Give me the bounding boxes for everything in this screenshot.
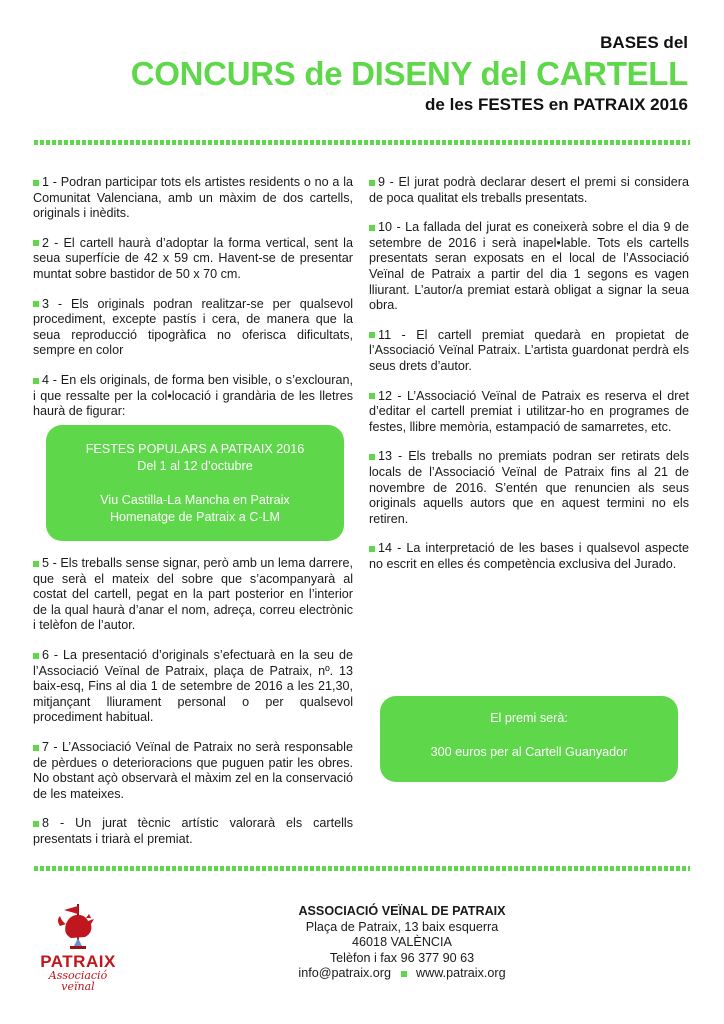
contact-footer xyxy=(200,904,604,982)
festival-name: FESTES POPULARS A PATRAIX 2016 xyxy=(85,442,305,456)
association-web[interactable]: www.patraix.org xyxy=(416,966,506,981)
header-pretitle: BASES del xyxy=(600,33,688,52)
bullet-icon xyxy=(33,653,39,659)
bullet-icon xyxy=(33,301,39,307)
association-phone: Telèfon i fax 96 377 90 63 xyxy=(329,950,475,965)
association-address: Plaça de Patraix, 13 baix esquerra xyxy=(305,919,499,934)
bullet-icon xyxy=(369,332,375,338)
clause-3: 3 - Els originals podran realitzar-se per qualsevol procediment, excepte pastís i cera, de manera que la seua reproducció tipogràfica no oferisca dificultats, sempre en color xyxy=(33,296,353,358)
bullet-icon xyxy=(369,180,375,186)
clause-5: 5 - Els treballs sense signar, però amb un lema darrere, que serà el mateix del sobre que s’acompanyarà al costat del cartell, pegat en la part posterior en l’interior de la qual haurà d’anar el nom, adreça, correu electrònic i telèfon de l’autor. xyxy=(33,556,353,633)
clause-1: 1 - Podran participar tots els artistes residents o no a la Comunitat Valenciana, amb un màxim de dos cartells, originals i inèdits. xyxy=(33,175,353,221)
bullet-icon xyxy=(33,745,39,751)
clause-9: 9 - El jurat podrà declarar desert el premi si considera de poca qualitat els treballs presentats. xyxy=(369,175,689,205)
bullet-icon xyxy=(33,240,39,246)
clause-6: 6 - La presentació d’originals s’efectuarà en la seu de l’Associació Veïnal de Patraix, plaça de Patraix, nº. 13 baix-esq, Fins al dia 1 de setembre de 2016 a les 21,30, mitjançant lliurament personal o per qualsevol procediment habitual. xyxy=(33,647,353,725)
bottom-dotted-divider xyxy=(34,866,690,871)
logo-tagline: Associació veïnal xyxy=(48,969,108,993)
bullet-icon xyxy=(369,225,375,231)
prize-label: El premi serà: xyxy=(490,711,568,725)
clause-4: 4 - En els originals, de forma ben visible, o s’exclouran, i que ressalte per la col•locació i grandària de les lletres haurà de figurar: xyxy=(33,372,353,419)
clause-7: 7 - L’Associació Veïnal de Patraix no serà responsable de pèrdues o deterioracions que puguen patir les obres. No obstant açò observarà el màxim zel en la conservació de les mateixes. xyxy=(33,739,353,801)
patraix-logo xyxy=(30,902,126,998)
association-contacts xyxy=(200,966,604,982)
bullet-icon xyxy=(369,546,375,552)
clause-2: 2 - El cartell haurà d’adoptar la forma vertical, sent la seua superfície de 42 x 59 cm. Havent-se de presentar muntat sobre bastidor de 50 x 70 cm. xyxy=(33,235,353,281)
clause-10: 10 - La fallada del jurat es coneixerà sobre el dia 9 de setembre de 2016 i serà inapel•lable. Tots els cartells presentats seran exposats en el local de l’Associació Veïnal de Patraix a partir del dia 1 segons es vagen lliurant. L’autor/a premiat estarà obligat a signar la seua obra. xyxy=(369,220,689,313)
clause-8: 8 - Un jurat tècnic artístic valorarà els cartells presentats i triarà el premiat. xyxy=(33,816,353,846)
clause-13: 13 - Els treballs no premiats podran ser retirats dels locals de l’Associació Veïnal de Patraix fins al 21 de novembre de 2016. S’entén que renuncien als seus originals aquells autors que en aquest termini no els retiren. xyxy=(369,449,689,526)
top-dotted-divider xyxy=(34,140,690,145)
bullet-icon xyxy=(401,971,407,977)
left-column-continued xyxy=(33,556,353,862)
right-column xyxy=(369,175,689,586)
bullet-icon xyxy=(33,561,39,567)
document-header xyxy=(131,32,688,116)
logo-wordmark: PATRAIX xyxy=(40,952,116,971)
clause-12: 12 - L’Associació Veïnal de Patraix es reserva el dret d’editar el cartell premiat i utilitzar-ho en programes de festes, llibre memòria, estampació de samarretes, etc. xyxy=(369,388,689,434)
clause-14: 14 - La interpretació de les bases i qualsevol aspecte no escrit en elles és competència exclusiva del Jurado. xyxy=(369,541,689,571)
association-email[interactable]: info@patraix.org xyxy=(298,966,391,981)
association-name: ASSOCIACIÓ VEÏNAL DE PATRAIX xyxy=(298,904,506,918)
bullet-icon xyxy=(33,378,39,384)
prize-box xyxy=(380,696,678,782)
bullet-icon xyxy=(369,454,375,460)
festival-info-box xyxy=(46,425,344,541)
clause-11: 11 - El cartell premiat quedarà en propietat de l’Associació Veïnal Patraix. L’artista guardonat perdrà els seus drets d’autor. xyxy=(369,327,689,373)
festival-tribute: Homenatge de Patraix a C-LM xyxy=(109,510,281,524)
header-title: CONCURS de DISENY del CARTELL xyxy=(130,55,688,92)
association-city: 46018 VALÈNCIA xyxy=(352,935,452,950)
bullet-icon xyxy=(33,821,39,827)
bullet-icon xyxy=(369,393,375,399)
header-subtitle: de les FESTES en PATRAIX 2016 xyxy=(425,95,688,114)
prize-amount: 300 euros per al Cartell Guanyador xyxy=(430,745,628,759)
bullet-icon xyxy=(33,180,39,186)
rooster-weathervane-icon xyxy=(30,902,126,954)
left-column xyxy=(33,175,353,434)
festival-dates: Del 1 al 12 d’octubre xyxy=(137,459,253,473)
festival-theme: Viu Castilla-La Mancha en Patraix xyxy=(100,493,290,507)
